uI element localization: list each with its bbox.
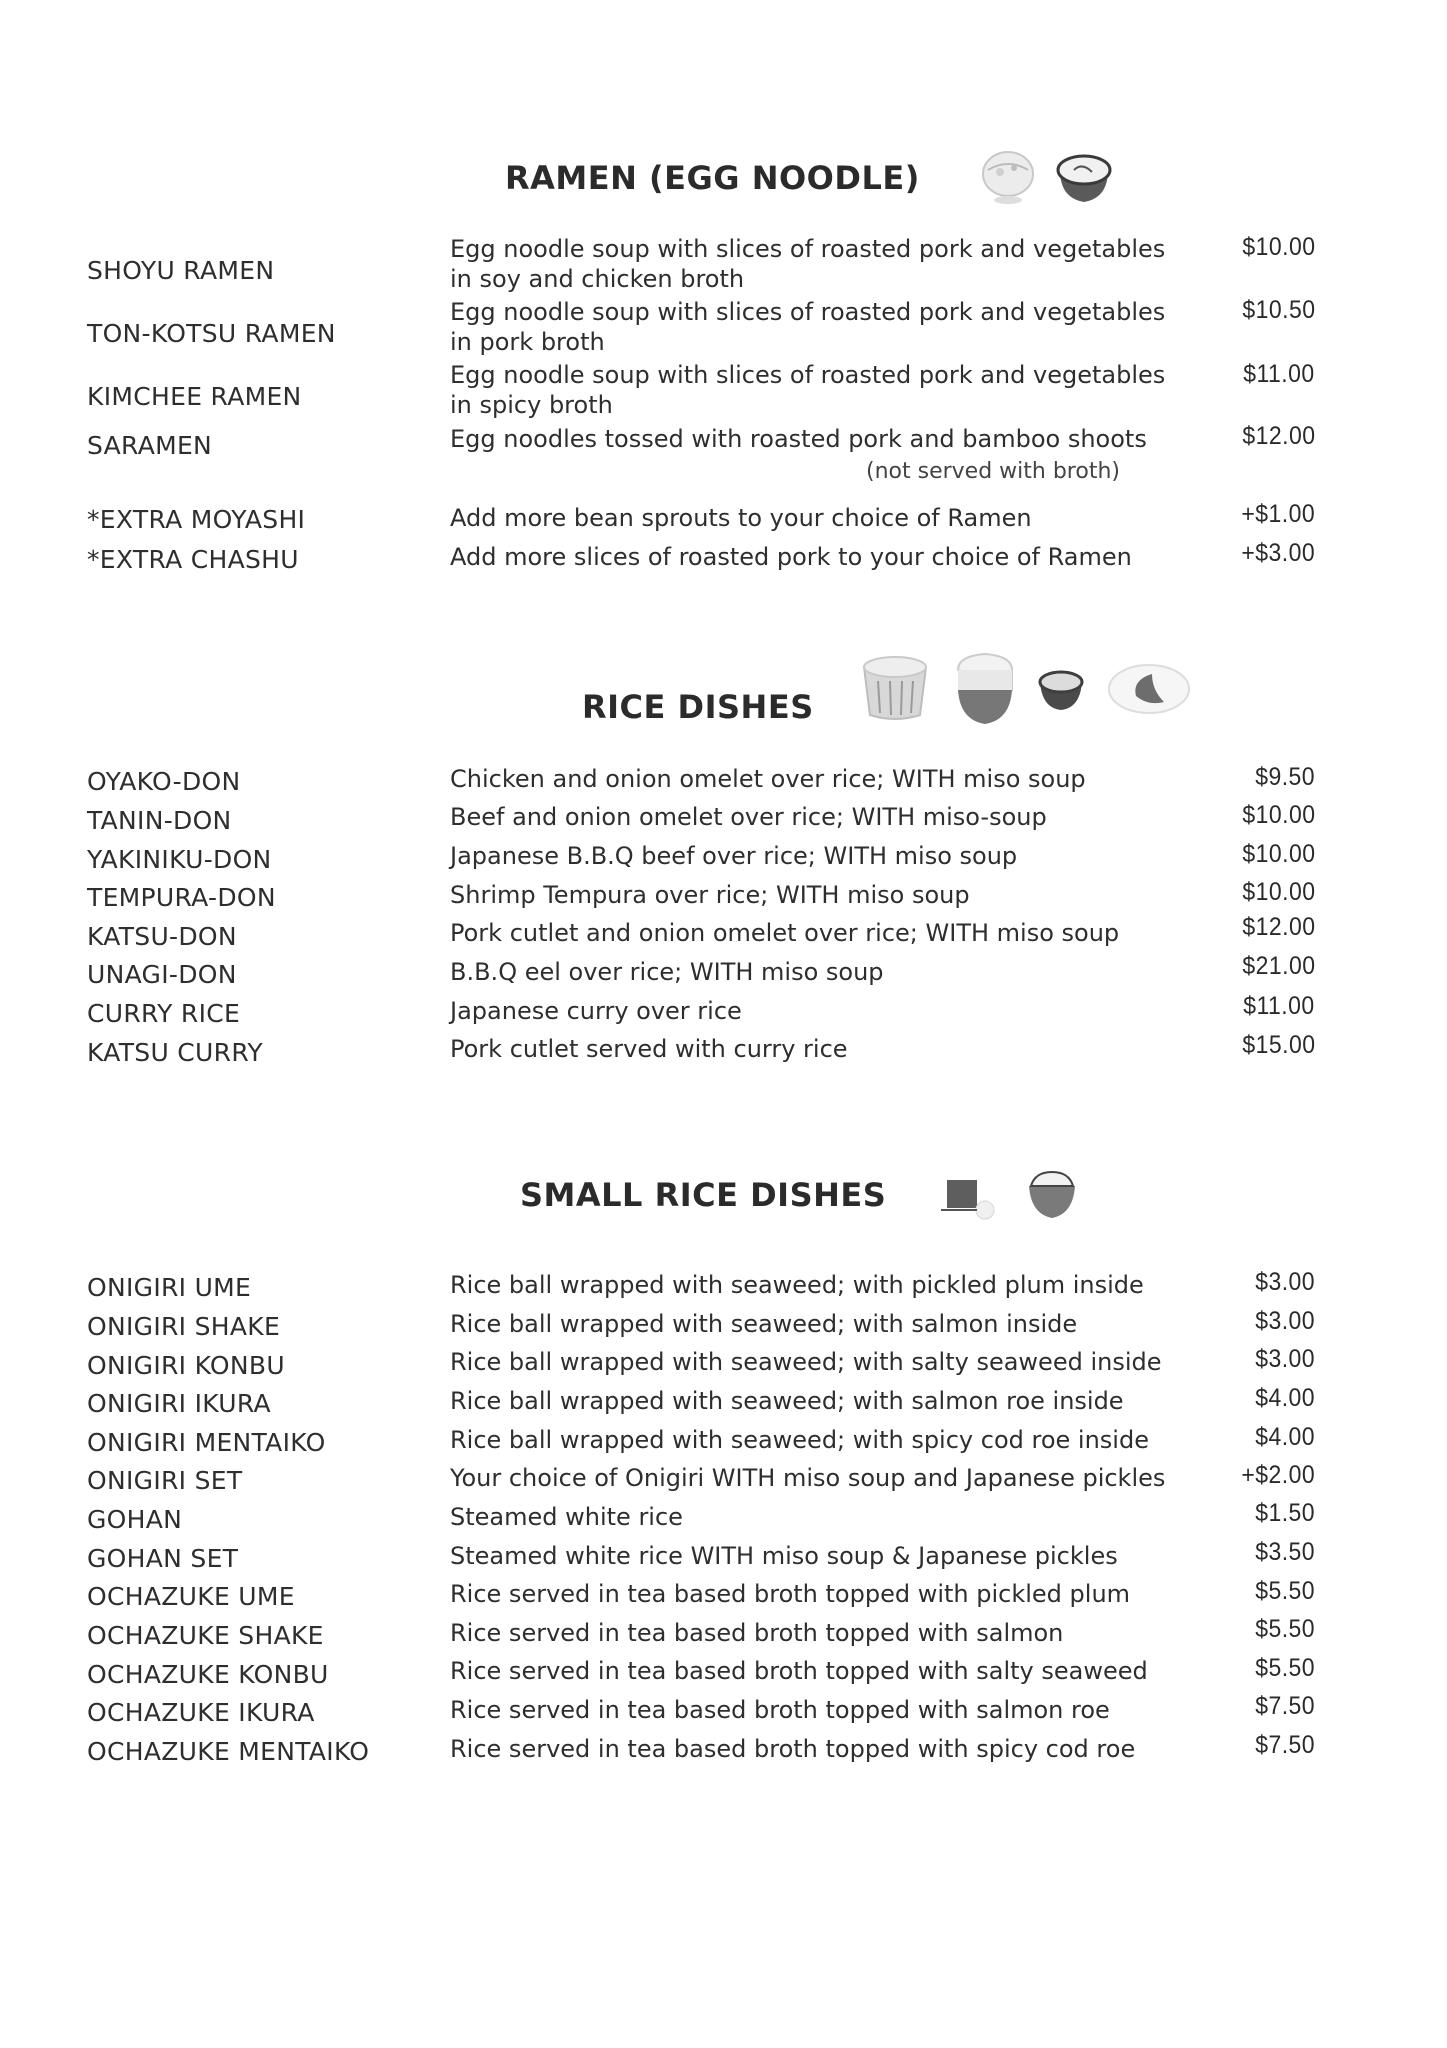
item-name: CURRY RICE [87,999,241,1028]
item-price: +$3.00 [1241,539,1315,567]
item-name: OCHAZUKE MENTAIKO [87,1737,370,1766]
ramen-section-header [505,148,1116,208]
item-name: ONIGIRI IKURA [87,1389,271,1418]
item-description: Rice ball wrapped with seaweed; with salmon inside [450,1310,1078,1338]
miso-soup-icon [1036,664,1086,714]
item-description: Steamed white rice [450,1503,683,1531]
item-description: Rice ball wrapped with seaweed; with salmon roe inside [450,1387,1124,1415]
rice-bowl-icon [1025,1168,1079,1222]
small-rice-icons [941,1168,1079,1222]
onigiri-icon [941,1170,1001,1220]
item-description: Rice ball wrapped with seaweed; with salty seaweed inside [450,1348,1162,1376]
item-name: ONIGIRI UME [87,1273,252,1302]
item-description: Beef and onion omelet over rice; WITH miso-soup [450,803,1047,831]
item-description: Shrimp Tempura over rice; WITH miso soup [450,881,970,909]
item-price: $7.50 [1255,1692,1315,1720]
item-description: Egg noodle soup with slices of roasted pork and vegetables [450,361,1166,389]
item-price: +$2.00 [1241,1461,1315,1489]
item-name: OCHAZUKE IKURA [87,1698,315,1727]
item-price: $15.00 [1241,1031,1315,1059]
section-title-small-rice: SMALL RICE DISHES [520,1176,887,1214]
noodle-bowl-icon [1052,148,1116,208]
item-name: OCHAZUKE KONBU [87,1660,329,1689]
item-description: Pork cutlet and onion omelet over rice; WITH miso soup [450,919,1120,947]
item-description: Steamed white rice WITH miso soup & Japanese pickles [450,1542,1118,1570]
item-name: TEMPURA-DON [87,883,276,912]
item-name: UNAGI-DON [87,960,237,989]
item-description: B.B.Q eel over rice; WITH miso soup [450,958,884,986]
item-name: YAKINIKU-DON [87,845,272,874]
item-price: +$1.00 [1241,500,1315,528]
item-price: $10.50 [1241,296,1315,324]
item-price: $1.50 [1255,1499,1315,1527]
item-price: $11.00 [1243,360,1315,388]
item-description: Egg noodle soup with slices of roasted pork and vegetables [450,235,1166,263]
item-name: KATSU CURRY [87,1038,263,1067]
item-name: ONIGIRI SHAKE [87,1312,281,1341]
item-name: ONIGIRI MENTAIKO [87,1428,326,1457]
item-description: Add more slices of roasted pork to your choice of Ramen [450,543,1132,571]
item-price: $3.00 [1255,1268,1315,1296]
item-name: *EXTRA CHASHU [87,545,299,574]
item-price: $10.00 [1241,233,1315,261]
curry-plate-icon [1106,660,1192,718]
item-price: $10.00 [1241,878,1315,906]
section-title-ramen: RAMEN (EGG NOODLE) [505,159,920,197]
item-price: $4.00 [1255,1384,1315,1412]
item-description: Pork cutlet served with curry rice [450,1035,848,1063]
item-name: TANIN-DON [87,806,232,835]
item-name: OYAKO-DON [87,767,241,796]
ramen-bowl-icon [978,148,1038,208]
item-price: $9.50 [1255,763,1315,791]
item-description: Chicken and onion omelet over rice; WITH miso soup [450,765,1086,793]
item-description: Your choice of Onigiri WITH miso soup and Japanese pickles [450,1464,1166,1492]
item-description: Egg noodle soup with slices of roasted pork and vegetables [450,298,1166,326]
item-name: OCHAZUKE SHAKE [87,1621,324,1650]
item-price: $3.00 [1255,1307,1315,1335]
item-description-line2: in soy and chicken broth [450,265,745,293]
item-name: KIMCHEE RAMEN [87,382,302,411]
item-description: Rice served in tea based broth topped with spicy cod roe [450,1735,1136,1763]
item-description: Rice ball wrapped with seaweed; with spicy cod roe inside [450,1426,1149,1454]
item-description: Egg noodles tossed with roasted pork and bamboo shoots [450,425,1147,453]
rice-bowl-icon [954,650,1016,728]
item-price: $4.00 [1255,1423,1315,1451]
item-price: $5.50 [1255,1615,1315,1643]
item-price: $5.50 [1255,1654,1315,1682]
item-name: SHOYU RAMEN [87,256,275,285]
item-price: $12.00 [1241,913,1315,941]
item-description-line2: in spicy broth [450,391,613,419]
ramen-icons [978,148,1116,208]
item-description: Rice served in tea based broth topped with pickled plum [450,1580,1131,1608]
item-name: KATSU-DON [87,922,237,951]
item-description: Add more bean sprouts to your choice of Ramen [450,504,1032,532]
item-name: ONIGIRI SET [87,1466,243,1495]
item-description: Rice served in tea based broth topped with salty seaweed [450,1657,1148,1685]
item-description: Rice served in tea based broth topped with salmon roe [450,1696,1110,1724]
section-title-rice: RICE DISHES [582,688,814,726]
item-price: $11.00 [1243,992,1315,1020]
item-name: OCHAZUKE UME [87,1582,295,1611]
item-note: (not served with broth) [866,459,1120,484]
donburi-bowl-icon [856,653,934,725]
item-price: $10.00 [1241,801,1315,829]
item-name: ONIGIRI KONBU [87,1351,285,1380]
item-description: Japanese B.B.Q beef over rice; WITH miso soup [450,842,1018,870]
item-name: TON-KOTSU RAMEN [87,319,336,348]
item-name: *EXTRA MOYASHI [87,505,306,534]
item-name: GOHAN [87,1505,183,1534]
item-description: Rice served in tea based broth topped with salmon [450,1619,1064,1647]
item-price: $21.00 [1241,952,1315,980]
item-price: $10.00 [1241,840,1315,868]
item-description: Rice ball wrapped with seaweed; with pickled plum inside [450,1271,1144,1299]
item-price: $3.50 [1255,1538,1315,1566]
item-price: $12.00 [1241,422,1315,450]
item-name: SARAMEN [87,431,213,460]
item-description-line2: in pork broth [450,328,605,356]
small-rice-section-header [520,1168,1079,1222]
rice-icons [856,650,1192,728]
rice-section-header [582,650,1192,728]
item-name: GOHAN SET [87,1544,239,1573]
item-price: $7.50 [1255,1731,1315,1759]
item-price: $5.50 [1255,1577,1315,1605]
item-description: Japanese curry over rice [450,997,742,1025]
item-price: $3.00 [1255,1345,1315,1373]
